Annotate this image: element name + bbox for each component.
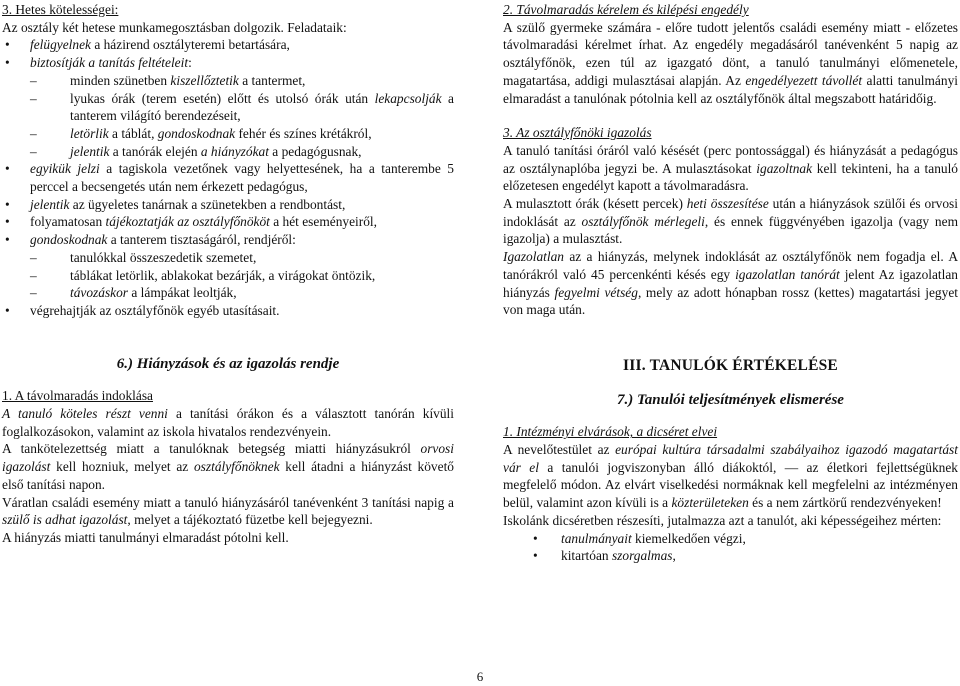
- right-column: [503, 0, 958, 565]
- paragraph: A tanuló köteles részt venni a tanítási órákon és a választott tanórán kívüli foglalkozásokon, valamint az iskola hivatalos rendezvényein.: [2, 406, 454, 439]
- list-item: • felügyelnek a házirend osztályteremi betartására,: [2, 36, 454, 54]
- paragraph: A tanuló tanítási óráról való késését (perc pontossággal) és hiányzását a pedagógus az osztálynaplóba jegyzi be. A mulasztásokat igazoltnak kell tekinteni, ha a tanuló előzetesen engedélyt kapott a távolmaradásra.: [503, 142, 959, 194]
- section-heading-duties: 3. Hetes kötelességei:: [2, 2, 119, 17]
- list-item: – táblákat letörlik, ablakokat bezárják, a virágokat öntözik,: [2, 267, 454, 285]
- list-item: • gondoskodnak a tanterem tisztaságáról, rendjéről:: [2, 231, 454, 249]
- duties-list-continued: [2, 160, 454, 249]
- page-number: 6: [476, 669, 484, 684]
- subsection-heading: 1. A távolmaradás indoklása: [2, 388, 153, 404]
- paragraph: Iskolánk dicséretben részesíti, jutalmazza azt a tanulót, aki képességeihez mérten:: [503, 512, 942, 528]
- paragraph: A hiányzás miatti tanulmányi elmaradást pótolni kell.: [2, 529, 289, 545]
- list-item: • egyikük jelzi a tagiskola vezetőnek vagy helyettesének, ha a tanterembe 5 perccel a becsengetés után nem érkezett pedagógus,: [2, 160, 454, 195]
- list-item: • folyamatosan tájékoztatják az osztályfőnököt a hét eseményeiről,: [2, 213, 454, 231]
- list-item: – tanulókkal összeszedetik szemetet,: [2, 249, 454, 267]
- duties-list-final: [2, 302, 454, 320]
- subsection-heading: 1. Intézményi elvárások, a dicséret elvei: [503, 424, 718, 440]
- list-item: • kitartóan szorgalmas,: [503, 547, 958, 565]
- list-item: – minden szünetben kiszellőztetik a tantermet,: [2, 72, 454, 90]
- list-item: • jelentik az ügyeletes tanárnak a szünetekben a rendbontást,: [2, 196, 454, 214]
- paragraph: Igazolatlan az a hiányzás, melynek indoklását az osztályfőnök nem fogadja el. A tanórákról való 45 percenkénti késés egy igazolatlan tanórát jelent Az igazolatlan hiányzás fegyelmi vétség, mely az adott hónapban rossz (kettes) magatartási jegyet von maga után.: [503, 249, 959, 318]
- list-item: – lyukas órák (terem esetén) előtt és utolsó órák után lekapcsolják a tanterem világító berendezéseit,: [2, 90, 454, 125]
- praise-criteria-list: [503, 530, 958, 565]
- list-item: – jelentik a tanórák elején a hiányzókat a pedagógusnak,: [2, 143, 454, 161]
- paragraph: A mulasztott órák (késett percek) heti összesítése után a hiányzások szülői és orvosi indoklását az osztályfőnök mérlegeli, és ennek függvényében igazolja (vagy nem igazolja) a mulasztást.: [503, 196, 958, 247]
- chapter-heading: III. TANULÓK ÉRTÉKELÉSE: [623, 356, 838, 374]
- list-item: • végrehajtják az osztályfőnök egyéb utasításait.: [2, 302, 454, 320]
- cleanliness-sublist: [2, 249, 454, 302]
- absence-heading: 6.) Hiányzások és az igazolás rendje: [116, 355, 340, 372]
- list-item: – letörlik a táblát, gondoskodnak fehér és színes krétákról,: [2, 125, 454, 143]
- paragraph: A szülő gyermeke számára - előre tudott jelentős családi esemény miatt - előzetes távolmaradási kérelmet írhat. Az engedély megadásáról tanévenként 5 napig az osztályfőnök, ezen túl az igazgató dönt, a tanuló tanulmányi előmenetele, magatartása, addigi mulasztásai alapján. Az engedélyezett távollét alatti tanulmányi elmaradást a tanulónak pótolnia kell az osztályfőnök által megszabott határidőig.: [503, 19, 958, 106]
- subsection-heading: 2. Távolmaradás kérelem és kilépési engedély: [503, 2, 749, 17]
- duties-list: [2, 36, 454, 71]
- intro-paragraph: Az osztály két hetese munkamegosztásban dolgozik. Feladataik:: [2, 19, 347, 35]
- paragraph: Váratlan családi esemény miatt a tanuló hiányzásáról tanévenként 3 tanítási napig a szülő is adhat igazolást, melyet a tájékoztató füzetbe kell bejegyezni.: [2, 494, 454, 528]
- left-column: [2, 0, 454, 547]
- recognition-heading: 7.) Tanulói teljesítmények elismerése: [617, 391, 844, 408]
- subsection-heading: 3. Az osztályfőnöki igazolás: [503, 125, 652, 141]
- paragraph: A nevelőtestület az európai kultúra társadalmi szabályaihoz igazodó magatartást vár el a tanulói jogviszonyban álló diákoktól, — az életkori fejlettségüknek megfelelő módon. Az elvárt viselkedési normáknak kell megfelelni az intézményen belül, valamint azon kívüli is a közterületeken és a nem zártkörű rendezvényeken!: [503, 442, 958, 511]
- list-item: – távozáskor a lámpákat leoltják,: [2, 284, 454, 302]
- conditions-sublist: [2, 72, 454, 161]
- list-item: • tanulmányait kiemelkedően végzi,: [503, 530, 958, 548]
- paragraph: A tankötelezettség miatt a tanulóknak betegség miatti hiányzásukról orvosi igazolást kell hozniuk, melyet az osztályfőnöknek kell átadni a hiányzást követő első tanítási napon.: [2, 441, 454, 492]
- list-item: • biztosítják a tanítás feltételeit:: [2, 54, 454, 72]
